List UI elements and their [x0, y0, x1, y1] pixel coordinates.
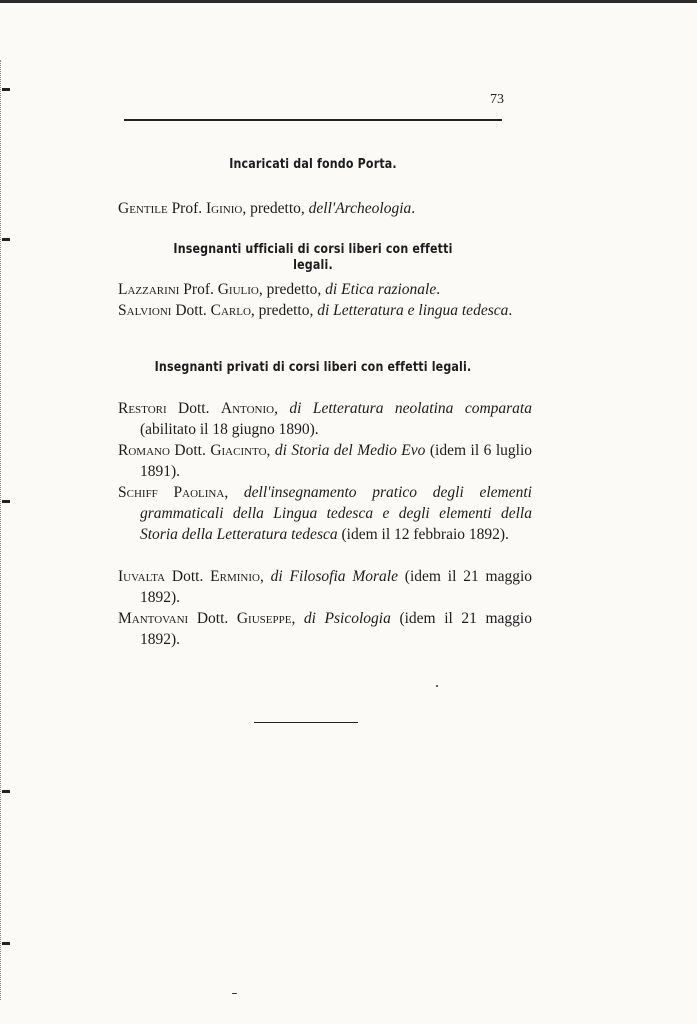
surname: Schiff: [118, 484, 158, 501]
separator: ,: [224, 484, 244, 501]
firstname: Giulio: [217, 281, 259, 298]
note: .: [508, 302, 513, 319]
section-title: Incaricati dal fondo Porta.: [229, 156, 397, 172]
surname: Iuvalta: [118, 568, 166, 585]
surname: Gentile: [118, 200, 168, 217]
firstname: Iginio: [206, 200, 243, 217]
title: Dott.: [171, 302, 211, 319]
ink-speck: [436, 685, 438, 687]
surname: Lazzarini: [118, 281, 180, 298]
firstname: Giuseppe: [236, 610, 292, 627]
firstname: Paolina: [173, 484, 225, 501]
subject: di Filosofia Morale: [270, 568, 398, 585]
separator: , predetto,: [258, 281, 326, 298]
edge-mark: [2, 238, 10, 241]
title: Dott.: [169, 442, 211, 459]
separator: ,: [274, 400, 290, 417]
firstname: Carlo: [210, 302, 251, 319]
entry: [118, 566, 532, 608]
title: Dott.: [165, 568, 211, 585]
separator: , predetto,: [250, 302, 318, 319]
header-rule: [124, 119, 502, 121]
subject: di Storia del Medio Evo: [274, 442, 426, 459]
title: Prof.: [179, 281, 218, 298]
note: (abilitato il 18 giugno 1890).: [140, 421, 319, 438]
section-title: Insegnanti privati di corsi liberi con effetti legali.: [154, 359, 472, 375]
subject: dell'Archeologia: [308, 200, 412, 217]
separator: ,: [259, 568, 271, 585]
separator: ,: [291, 610, 304, 627]
subject: di Letteratura neolatina comparata: [289, 400, 532, 417]
title: [158, 484, 174, 501]
entry: [118, 198, 532, 219]
surname: Salvioni: [118, 302, 172, 319]
entry: [118, 300, 532, 321]
edge-mark: [2, 942, 10, 945]
firstname: Giacinto: [210, 442, 267, 459]
end-rule: [254, 722, 358, 723]
note: (idem il 6 luglio 1891).: [140, 442, 533, 480]
surname: Romano: [118, 442, 170, 459]
title: Dott.: [166, 400, 221, 417]
entry: [118, 279, 532, 300]
edge-mark: [2, 790, 10, 793]
note: (idem il 21 maggio 1892).: [140, 610, 532, 648]
top-border: [0, 0, 697, 3]
entry: [118, 440, 532, 482]
edge-mark: [2, 500, 10, 503]
page-number: 73: [490, 92, 504, 107]
scan-edge: [0, 60, 7, 1000]
title: Dott.: [188, 610, 237, 627]
separator: ,: [266, 442, 275, 459]
surname: Restori: [118, 400, 167, 417]
subject: dell'insegnamento pratico degli elementi grammaticali della Lingua tedesca e degli elementi della Storia della Letteratura tedesca: [140, 484, 532, 543]
entry: [118, 482, 532, 545]
separator: , predetto,: [242, 200, 309, 217]
note: (idem il 12 febbraio 1892).: [337, 526, 509, 543]
note: .: [436, 281, 441, 298]
note: (idem il 21 maggio 1892).: [140, 568, 533, 606]
firstname: Antonio: [220, 400, 275, 417]
edge-mark: [2, 88, 10, 91]
entry: [118, 608, 532, 650]
section-title: Insegnanti ufficiali di corsi liberi con effetti legali.: [173, 241, 453, 273]
title: Prof.: [167, 200, 207, 217]
subject: di Letteratura e lingua tedesca: [317, 302, 509, 319]
entry: [118, 398, 532, 440]
ink-speck: [232, 993, 237, 994]
note: .: [411, 200, 416, 217]
firstname: Erminio: [210, 568, 260, 585]
subject: di Etica razionale: [325, 281, 437, 298]
subject: di Psicologia: [303, 610, 391, 627]
surname: Mantovani: [118, 610, 189, 627]
